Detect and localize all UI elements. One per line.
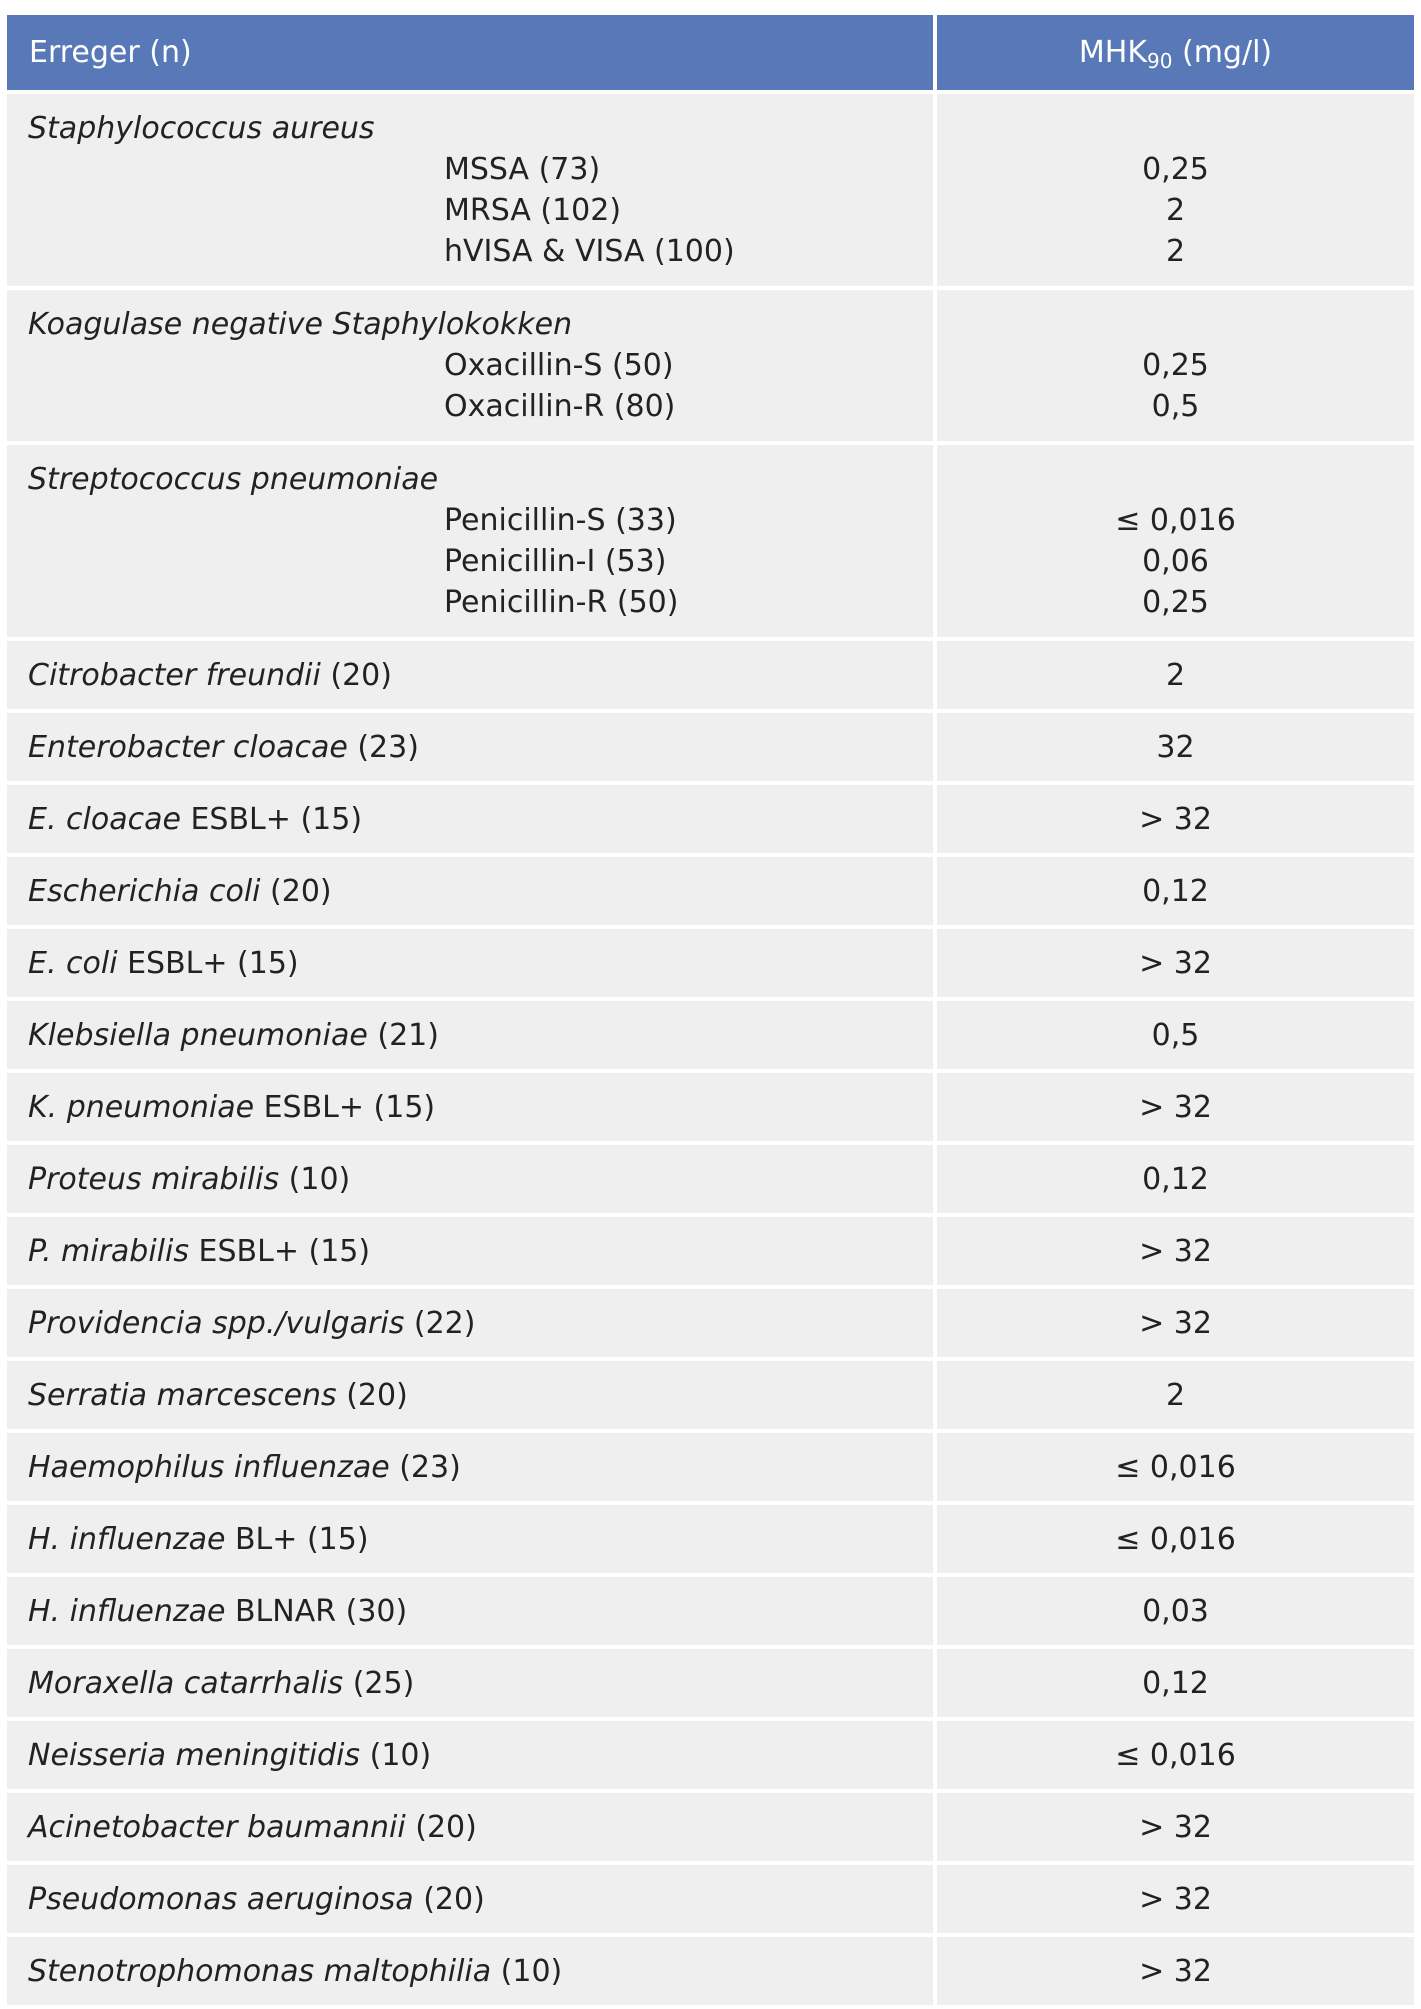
pathogen-cell — [7, 1433, 937, 1501]
table-row — [7, 1505, 1414, 1573]
mic-value: 0,25 — [1142, 152, 1209, 187]
mic-cell — [937, 1505, 1414, 1573]
mic-cell — [937, 857, 1414, 925]
organism-name: Enterobacter cloacae — [28, 729, 348, 765]
organism-detail: (25) — [343, 1665, 415, 1701]
mic-value: > 32 — [1139, 1233, 1212, 1269]
mic-value: 0,12 — [1142, 1665, 1209, 1701]
mic-value: ≤ 0,016 — [1115, 503, 1236, 538]
mic-value: 2 — [1165, 657, 1186, 693]
mic-cell — [937, 1361, 1414, 1429]
mic-value: ≤ 0,016 — [1115, 1737, 1236, 1773]
mic-cell — [937, 94, 1414, 286]
subgroup-label: MSSA (73) — [444, 152, 601, 187]
mic-cell — [937, 785, 1414, 853]
mic-cell — [937, 1145, 1414, 1213]
mic-spacer — [937, 108, 1414, 149]
organism-detail: (20) — [260, 873, 332, 909]
table-row — [7, 929, 1414, 997]
mic-value: 2 — [1165, 1377, 1186, 1413]
subgroup-label: Penicillin-R (50) — [444, 585, 679, 620]
pathogen-cell — [7, 1505, 937, 1573]
header-mic-unit: (mg/l) — [1172, 35, 1273, 70]
pathogen-cell — [7, 445, 937, 637]
pathogen-cell — [7, 1217, 937, 1285]
table-row — [7, 1721, 1414, 1789]
organism-name: Neisseria meningitidis — [28, 1737, 361, 1773]
pathogen-cell — [7, 290, 937, 441]
organism-detail: ESBL+ (15) — [180, 801, 363, 837]
mic-cell — [937, 1433, 1414, 1501]
subgroup-label: Oxacillin-R (80) — [444, 389, 676, 424]
mic-value: 0,12 — [1142, 1161, 1209, 1197]
organism-name: P. mirabilis — [28, 1233, 189, 1269]
pathogen-cell — [7, 1361, 937, 1429]
pathogen-cell — [7, 929, 937, 997]
mic-value: 32 — [1156, 729, 1195, 765]
mic-value: 0,03 — [1142, 1593, 1209, 1629]
pathogen-cell — [7, 94, 937, 286]
mic-value: ≤ 0,016 — [1115, 1521, 1236, 1557]
header-mic-label: MHK — [1078, 35, 1147, 70]
organism-detail: (20) — [413, 1881, 485, 1917]
pathogen-cell — [7, 1937, 937, 2005]
mic-cell — [937, 1001, 1414, 1069]
pathogen-group-name: Koagulase negative Staphylokokken — [28, 307, 573, 342]
organism-detail: ESBL+ (15) — [254, 1089, 436, 1125]
table-row — [7, 1073, 1414, 1141]
organism-detail: (20) — [336, 1377, 408, 1413]
subgroup-label: hVISA & VISA (100) — [444, 234, 735, 269]
subgroup-label: Oxacillin-S (50) — [444, 348, 674, 383]
organism-name: E. coli — [28, 945, 118, 981]
mic-cell — [937, 1073, 1414, 1141]
mic-cell — [937, 929, 1414, 997]
mic-value: 0,06 — [1142, 544, 1209, 579]
organism-detail: (10) — [360, 1737, 432, 1773]
mic-value: > 32 — [1139, 945, 1212, 981]
organism-name: Pseudomonas aeruginosa — [28, 1881, 414, 1917]
organism-name: Proteus mirabilis — [28, 1161, 280, 1197]
mic-cell — [937, 1577, 1414, 1645]
table-row — [7, 1145, 1414, 1213]
table-row — [7, 1649, 1414, 1717]
organism-name: Serratia marcescens — [28, 1377, 337, 1413]
pathogen-cell — [7, 1865, 937, 1933]
organism-name: H. influenzae — [28, 1593, 226, 1629]
table-row-group — [7, 290, 1414, 441]
pathogen-cell — [7, 1793, 937, 1861]
mic-value: > 32 — [1139, 1305, 1212, 1341]
mic-cell — [937, 713, 1414, 781]
mic-cell — [937, 1721, 1414, 1789]
organism-detail: (21) — [367, 1017, 439, 1053]
mic-value: ≤ 0,016 — [1115, 1449, 1236, 1485]
table-row — [7, 1001, 1414, 1069]
mic-value: 0,5 — [1151, 389, 1200, 424]
subgroup-label: Penicillin-S (33) — [444, 503, 677, 538]
mic-table — [7, 11, 1414, 2009]
pathogen-cell — [7, 1289, 937, 1357]
mic-value: 0,5 — [1151, 1017, 1200, 1053]
mic-value: 2 — [1165, 193, 1186, 228]
table-row-group — [7, 94, 1414, 286]
table-row — [7, 857, 1414, 925]
table-row — [7, 1937, 1414, 2005]
table-row — [7, 1577, 1414, 1645]
organism-detail: BLNAR (30) — [225, 1593, 408, 1629]
organism-name: K. pneumoniae — [28, 1089, 255, 1125]
pathogen-cell — [7, 1073, 937, 1141]
organism-name: Stenotrophomonas maltophilia — [28, 1953, 492, 1989]
table-row — [7, 1217, 1414, 1285]
organism-name: H. influenzae — [28, 1521, 226, 1557]
pathogen-cell — [7, 713, 937, 781]
mic-cell — [937, 1217, 1414, 1285]
pathogen-cell — [7, 857, 937, 925]
mic-value: 2 — [1165, 234, 1186, 269]
mic-value: 0,25 — [1142, 585, 1209, 620]
pathogen-cell — [7, 1577, 937, 1645]
pathogen-cell — [7, 641, 937, 709]
mic-cell — [937, 1793, 1414, 1861]
mic-spacer — [937, 304, 1414, 345]
mic-cell — [937, 290, 1414, 441]
mic-spacer — [937, 459, 1414, 500]
organism-detail: (22) — [404, 1305, 476, 1341]
mic-value: 0,12 — [1142, 873, 1209, 909]
organism-name: Citrobacter freundii — [28, 657, 321, 693]
mic-value: > 32 — [1139, 1809, 1212, 1845]
header-pathogen: Erreger (n) — [7, 15, 937, 90]
table-row — [7, 713, 1414, 781]
header-mic90 — [937, 15, 1414, 90]
organism-name: Escherichia coli — [28, 873, 261, 909]
pathogen-group-name: Streptococcus pneumoniae — [28, 462, 439, 497]
pathogen-group-name: Staphylococcus aureus — [28, 111, 375, 146]
table-row — [7, 1289, 1414, 1357]
subgroup-label: MRSA (102) — [444, 193, 622, 228]
organism-name: Acinetobacter baumannii — [28, 1809, 406, 1845]
organism-name: E. cloacae — [28, 801, 181, 837]
table-row-group — [7, 445, 1414, 637]
pathogen-cell — [7, 1001, 937, 1069]
organism-detail: (20) — [320, 657, 392, 693]
pathogen-cell — [7, 1649, 937, 1717]
subgroup-label: Penicillin-I (53) — [444, 544, 667, 579]
mic-value: 0,25 — [1142, 348, 1209, 383]
organism-detail: (23) — [347, 729, 419, 765]
header-mic-subscript: 90 — [1147, 49, 1173, 73]
mic-cell — [937, 1289, 1414, 1357]
organism-detail: BL+ (15) — [225, 1521, 369, 1557]
mic-cell — [937, 445, 1414, 637]
organism-name: Haemophilus influenzae — [28, 1449, 390, 1485]
mic-cell — [937, 1649, 1414, 1717]
table-header-row — [7, 15, 1414, 90]
mic-value: > 32 — [1139, 1089, 1212, 1125]
table-row — [7, 1793, 1414, 1861]
table-row — [7, 1361, 1414, 1429]
mic-value: > 32 — [1139, 1881, 1212, 1917]
organism-name: Moraxella catarrhalis — [28, 1665, 344, 1701]
organism-name: Klebsiella pneumoniae — [28, 1017, 368, 1053]
mic-cell — [937, 641, 1414, 709]
mic-cell — [937, 1937, 1414, 2005]
table-row — [7, 641, 1414, 709]
organism-detail: (23) — [389, 1449, 461, 1485]
mic-value: > 32 — [1139, 1953, 1212, 1989]
organism-name: Providencia spp./vulgaris — [28, 1305, 405, 1341]
table-row — [7, 1865, 1414, 1933]
organism-detail: ESBL+ (15) — [117, 945, 299, 981]
organism-detail: (10) — [491, 1953, 563, 1989]
mic-value: > 32 — [1139, 801, 1212, 837]
organism-detail: (10) — [279, 1161, 351, 1197]
mic-cell — [937, 1865, 1414, 1933]
organism-detail: ESBL+ (15) — [189, 1233, 371, 1269]
pathogen-cell — [7, 785, 937, 853]
pathogen-cell — [7, 1721, 937, 1789]
pathogen-cell — [7, 1145, 937, 1213]
table-row — [7, 785, 1414, 853]
table-row — [7, 1433, 1414, 1501]
organism-detail: (20) — [405, 1809, 477, 1845]
